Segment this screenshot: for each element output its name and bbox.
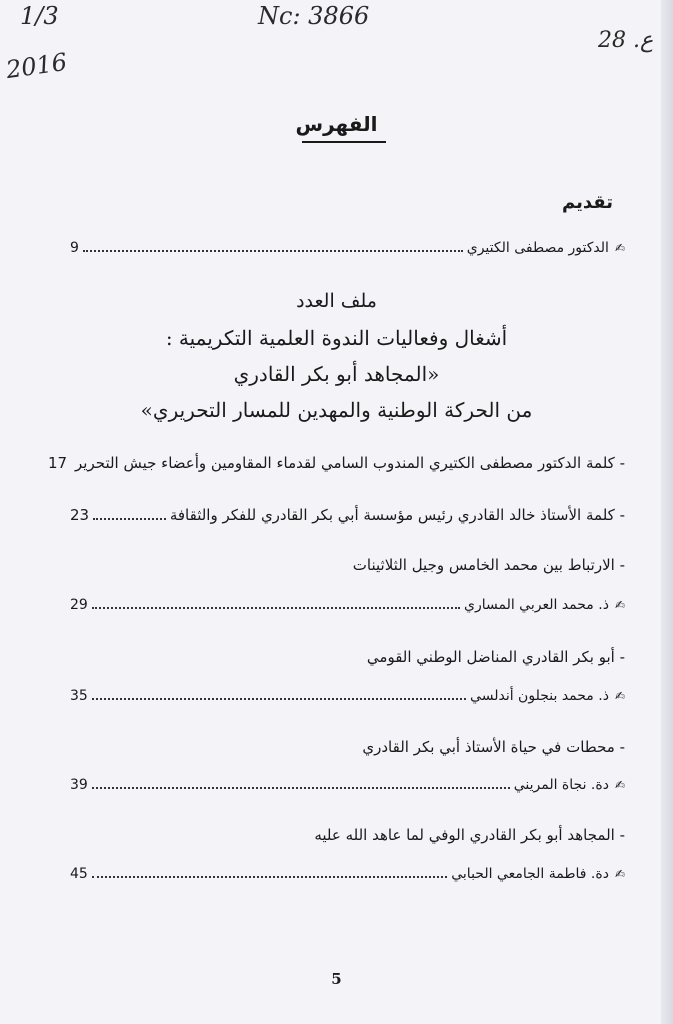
article-page: 39 bbox=[70, 777, 88, 793]
article-author-line bbox=[70, 777, 625, 793]
toc-entry bbox=[47, 454, 625, 472]
entry-title: - كلمة الدكتور مصطفى الكتيري المندوب السامي لقدماء المقاومين وأعضاء جيش التحرير bbox=[75, 454, 625, 472]
article-author: ذ. محمد العربي المساري bbox=[464, 597, 609, 613]
article-author: دة. فاطمة الجامعي الحبابي bbox=[451, 866, 609, 882]
handwritten-reference: Nc: 3866 bbox=[258, 2, 370, 30]
handwritten-year: 2016 bbox=[4, 47, 69, 85]
article-author: دة. نجاة المريني bbox=[513, 777, 609, 793]
intro-heading: تقديم bbox=[562, 192, 613, 213]
handwritten-corner-note: 28 .ع bbox=[598, 28, 654, 53]
article-author-line bbox=[70, 866, 625, 882]
leader-dots bbox=[92, 606, 460, 609]
article-page: 29 bbox=[70, 597, 88, 613]
entry-title: - كلمة الأستاذ خالد القادري رئيس مؤسسة أبي بكر القادري للفكر والثقافة bbox=[169, 506, 625, 524]
article-title: - أبو بكر القادري المناضل الوطني القومي bbox=[366, 648, 625, 666]
pen-hand-icon: ✍ bbox=[614, 689, 625, 703]
article-author-line bbox=[70, 597, 625, 613]
intro-author: الدكتور مصطفى الكتيري bbox=[466, 240, 609, 256]
toc-entry bbox=[70, 506, 625, 524]
article-title: - محطات في حياة الأستاذ أبي بكر القادري bbox=[362, 738, 625, 756]
article-author: ذ. محمد بنجلون أندلسي bbox=[470, 688, 609, 704]
title-underline bbox=[302, 141, 386, 143]
dossier-line-2: أشغال وفعاليات الندوة العلمية التكريمية : bbox=[165, 326, 508, 350]
leader-dots bbox=[92, 875, 447, 878]
article-page: 45 bbox=[70, 866, 88, 882]
pen-hand-icon: ✍ bbox=[614, 241, 625, 255]
entry-page: 17 bbox=[47, 454, 68, 472]
leader-dots bbox=[83, 249, 463, 252]
page-number: 5 bbox=[331, 970, 342, 988]
pen-hand-icon: ✍ bbox=[614, 778, 625, 792]
page-edge bbox=[661, 0, 673, 1024]
article-page: 35 bbox=[70, 688, 88, 704]
article-author-line bbox=[70, 688, 625, 704]
dossier-label: ملف العدد bbox=[296, 290, 377, 312]
handwritten-fraction: 1/3 bbox=[20, 2, 59, 30]
page-title: الفهرس bbox=[295, 112, 378, 136]
article-title: - الارتباط بين محمد الخامس وجيل الثلاثينات bbox=[352, 556, 625, 574]
leader-dots bbox=[92, 697, 466, 700]
intro-author-line bbox=[70, 240, 625, 256]
pen-hand-icon: ✍ bbox=[614, 598, 625, 612]
dossier-line-3: «المجاهد أبو بكر القادري bbox=[233, 362, 440, 386]
leader-dots bbox=[92, 786, 510, 789]
leader-dots bbox=[93, 517, 166, 520]
pen-hand-icon: ✍ bbox=[614, 867, 625, 881]
article-title: - المجاهد أبو بكر القادري الوفي لما عاهد الله عليه bbox=[314, 826, 625, 844]
entry-page: 23 bbox=[70, 506, 90, 524]
intro-page: 9 bbox=[70, 240, 79, 256]
dossier-line-4: من الحركة الوطنية والمهدين للمسار التحريري» bbox=[140, 398, 533, 422]
